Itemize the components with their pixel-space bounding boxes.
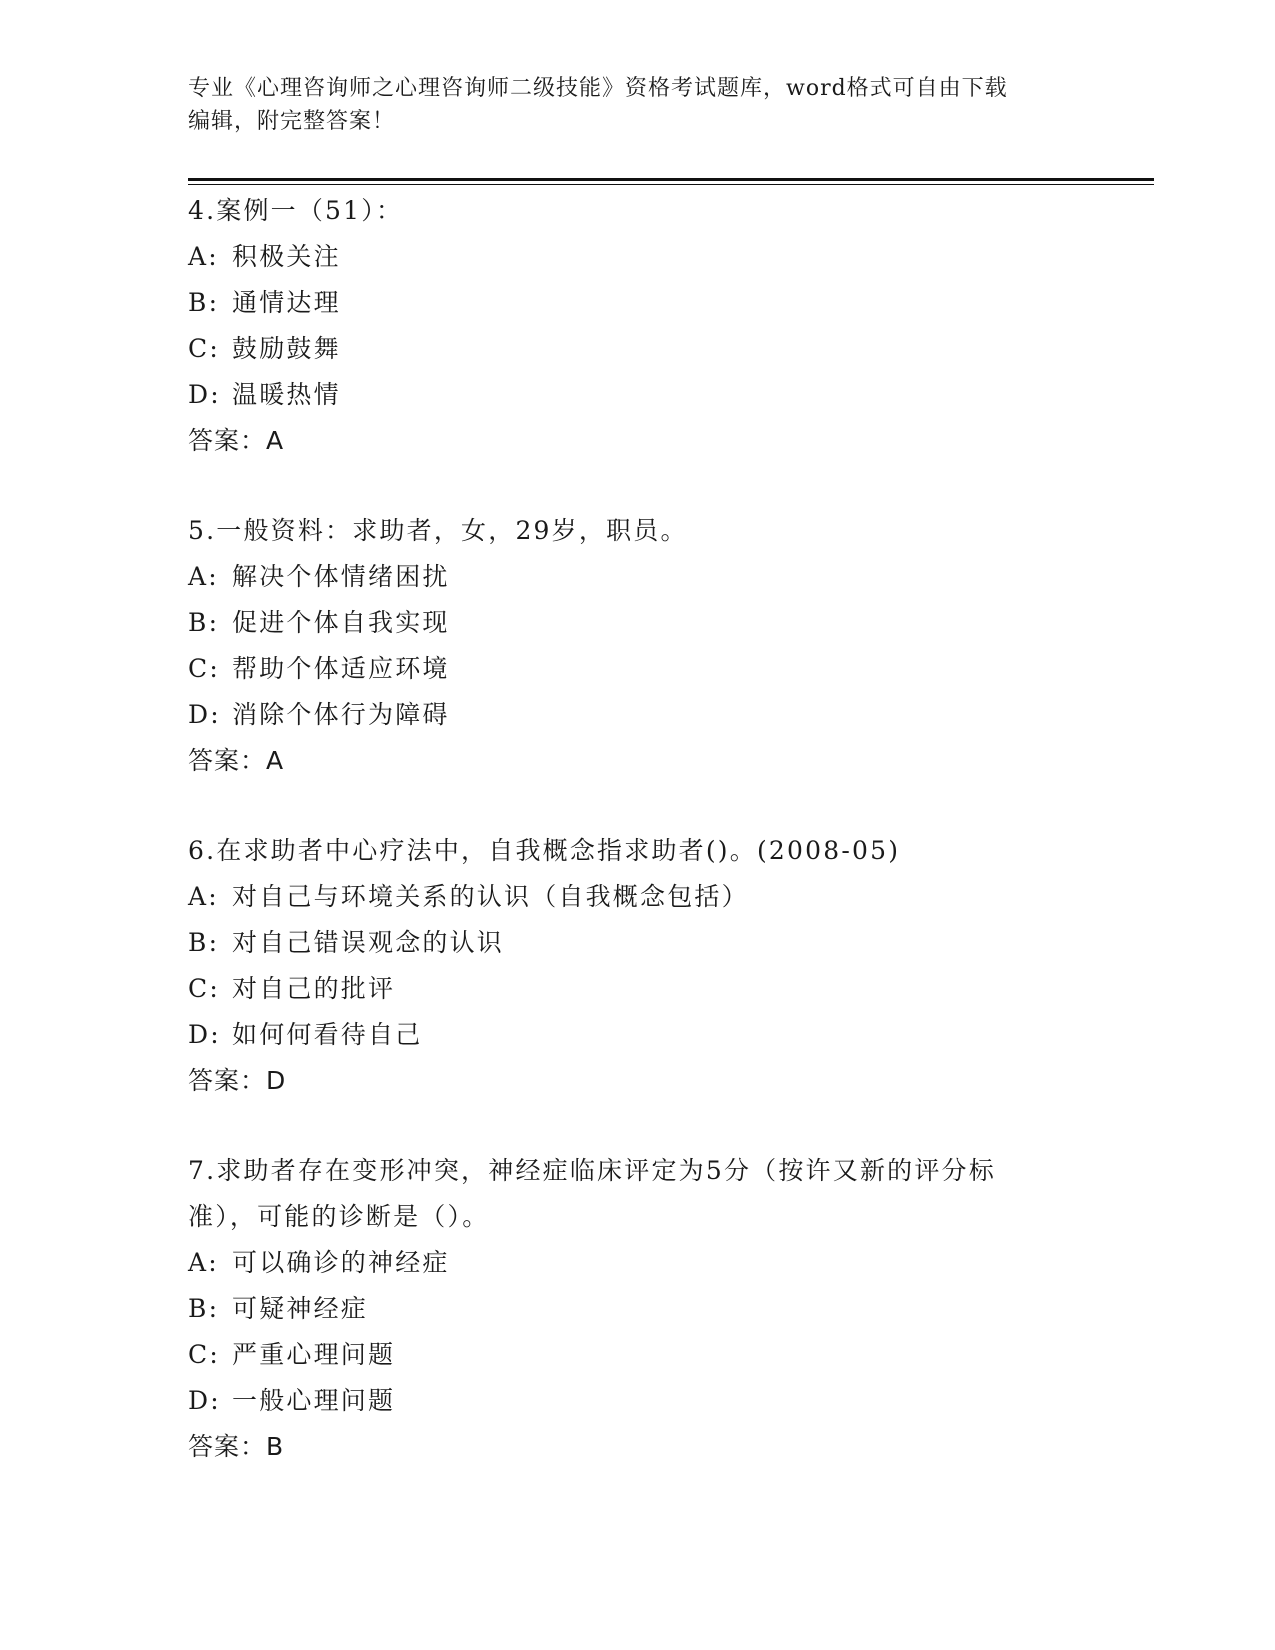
option-b (188, 1286, 1088, 1332)
question-list (188, 188, 1088, 1514)
option-text: 积极关注 (232, 242, 341, 271)
question-stem: 4.案例一（51）： (188, 196, 404, 225)
option-letter: B: (188, 608, 220, 637)
option-text: 帮助个体适应环境 (232, 654, 450, 683)
option-text: 鼓励鼓舞 (232, 334, 341, 363)
option-letter: C: (188, 1340, 220, 1369)
option-letter: A: (188, 882, 219, 911)
option-letter: B: (188, 1294, 220, 1323)
question-7 (188, 1148, 1088, 1470)
option-letter: D: (188, 1020, 221, 1049)
option-d (188, 1012, 1088, 1058)
option-letter: D: (188, 380, 221, 409)
option-b (188, 280, 1088, 326)
option-letter: D: (188, 700, 221, 729)
option-text: 可疑神经症 (232, 1294, 369, 1323)
option-d (188, 692, 1088, 738)
option-text: 一般心理问题 (232, 1386, 396, 1415)
answer-line: 答案：A (188, 746, 285, 775)
option-text: 可以确诊的神经症 (232, 1248, 450, 1277)
option-text: 解决个体情绪困扰 (232, 562, 450, 591)
option-a (188, 234, 1088, 280)
header-divider-thin (188, 184, 1154, 185)
option-b (188, 920, 1088, 966)
question-5 (188, 508, 1088, 784)
question-stem: 6.在求助者中心疗法中，自我概念指求助者()。(2008-05) (188, 836, 901, 865)
answer-line: 答案：B (188, 1432, 285, 1461)
option-text: 消除个体行为障碍 (232, 700, 450, 729)
header-intro-line-1: 专业《心理咨询师之心理咨询师二级技能》资格考试题库，word格式可自由下载 (188, 76, 1008, 101)
option-text: 通情达理 (232, 288, 341, 317)
option-a (188, 554, 1088, 600)
option-b (188, 600, 1088, 646)
option-letter: A: (188, 1248, 219, 1277)
option-letter: B: (188, 288, 220, 317)
option-c (188, 326, 1088, 372)
question-6 (188, 828, 1088, 1104)
option-text: 严重心理问题 (232, 1340, 396, 1369)
option-letter: B: (188, 928, 220, 957)
answer-line: 答案：D (188, 1066, 287, 1095)
header-divider-thick (188, 178, 1154, 181)
option-text: 对自己的批评 (232, 974, 396, 1003)
option-letter: C: (188, 974, 220, 1003)
option-text: 促进个体自我实现 (232, 608, 450, 637)
option-d (188, 1378, 1088, 1424)
option-c (188, 646, 1088, 692)
option-d (188, 372, 1088, 418)
option-text: 如何何看待自己 (232, 1020, 423, 1049)
option-text: 温暖热情 (232, 380, 341, 409)
option-a (188, 874, 1088, 920)
option-text: 对自己与环境关系的认识（自我概念包括） (232, 882, 749, 911)
option-c (188, 966, 1088, 1012)
document-header (188, 72, 1088, 138)
option-c (188, 1332, 1088, 1378)
question-4 (188, 188, 1088, 464)
option-letter: A: (188, 562, 219, 591)
option-text: 对自己错误观念的认识 (232, 928, 505, 957)
option-letter: D: (188, 1386, 221, 1415)
question-stem-line-1: 7.求助者存在变形冲突，神经症临床评定为5分（按许又新的评分标 (188, 1156, 996, 1185)
option-letter: C: (188, 654, 220, 683)
question-stem: 5.一般资料：求助者，女，29岁，职员。 (188, 516, 688, 545)
question-stem-line-2: 准），可能的诊断是（）。 (188, 1202, 490, 1231)
option-letter: A: (188, 242, 219, 271)
header-intro-line-2: 编辑，附完整答案！ (188, 109, 396, 134)
answer-line: 答案：A (188, 426, 285, 455)
option-letter: C: (188, 334, 220, 363)
option-a (188, 1240, 1088, 1286)
